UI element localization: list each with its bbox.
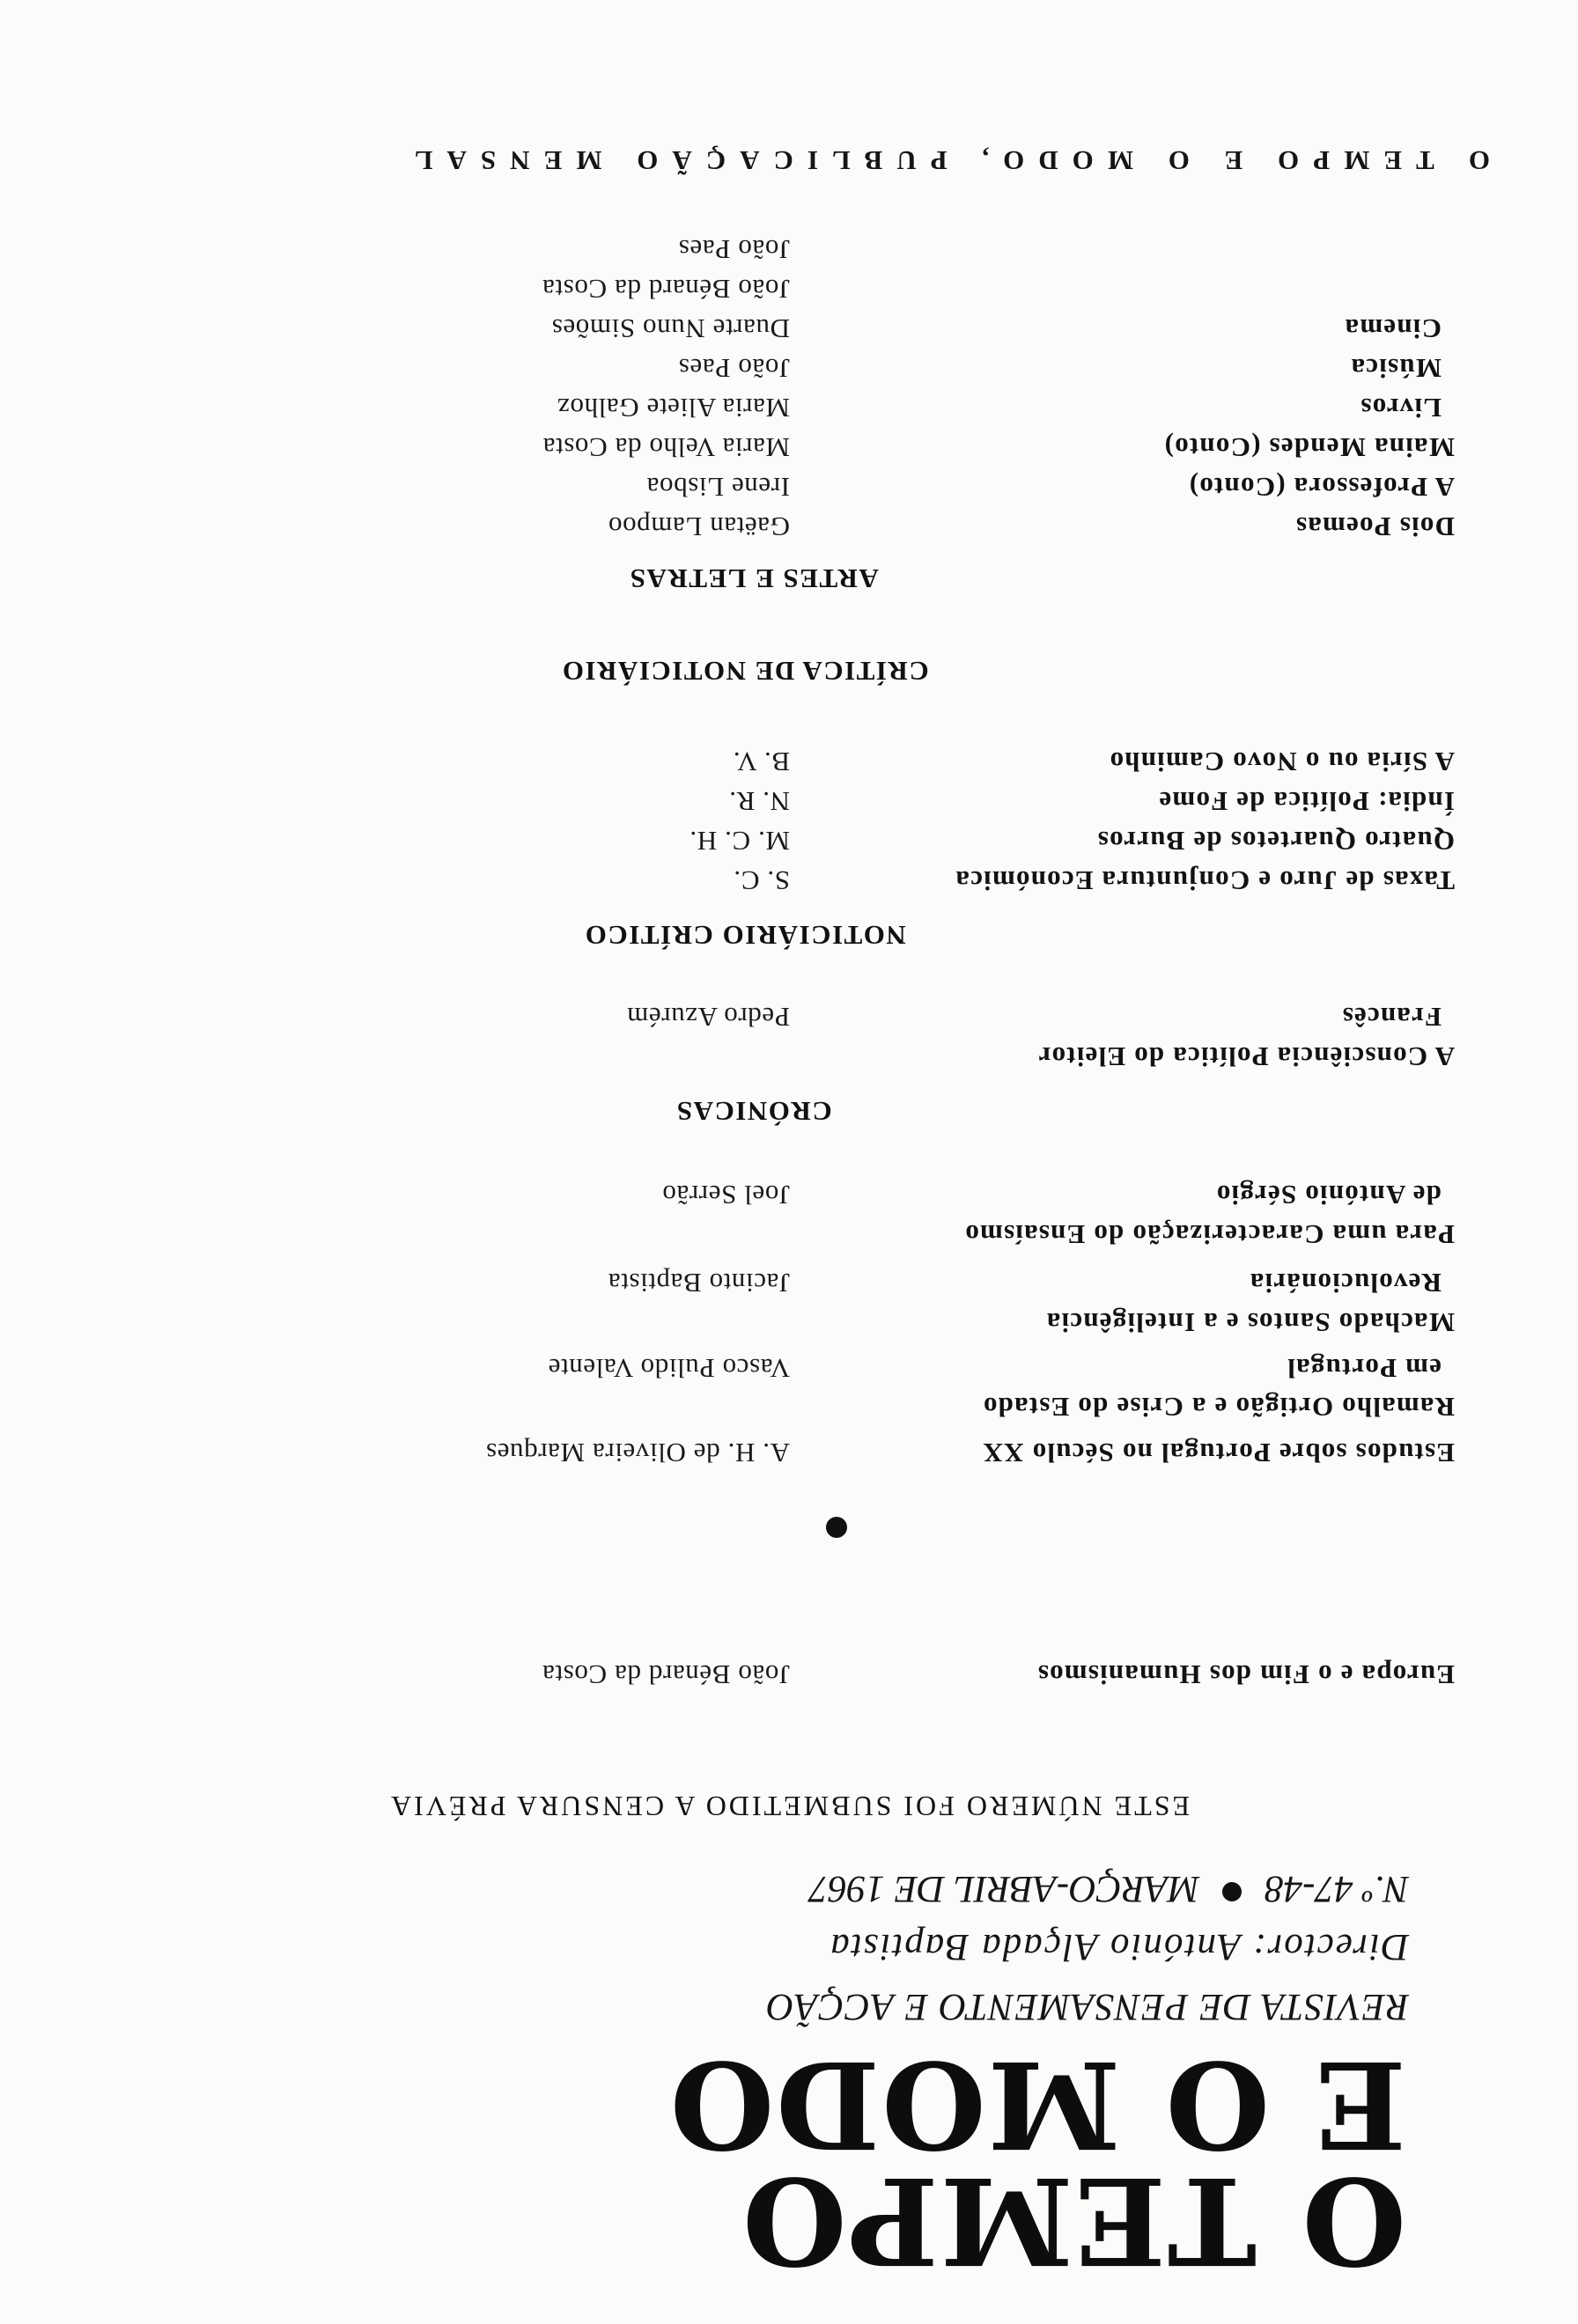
article-title: A Professora (Conto)	[1188, 472, 1455, 503]
toc-row	[0, 1211, 1578, 1250]
toc-row	[0, 266, 1578, 305]
toc-row	[0, 1033, 1578, 1072]
article-author: João Bénard da Costa	[542, 274, 790, 305]
article-title: em Portugal	[1287, 1353, 1442, 1384]
article-author: Jacinto Baptista	[608, 1268, 790, 1298]
toc-row	[0, 345, 1578, 384]
article-title: Revolucionária	[1249, 1268, 1442, 1298]
director-line: Director: António Alçada Baptista	[829, 1926, 1409, 1967]
article-title: Francês	[1341, 1002, 1442, 1033]
section-heading-cronicas: CRÓNICAS	[675, 1096, 832, 1127]
article-title: Índia: Política de Fome	[1158, 786, 1455, 817]
issue-line	[809, 1867, 1409, 1910]
article-title: Estudos sobre Portugal no Século XX	[982, 1438, 1455, 1468]
toc-row	[0, 464, 1578, 503]
separator-dot-icon	[1222, 1882, 1242, 1901]
toc-row	[0, 385, 1578, 423]
section-bullet-icon	[826, 1517, 847, 1538]
article-title: Livros	[1360, 393, 1442, 423]
article-author: João Paes	[678, 353, 790, 384]
article-author: João Bénard da Costa	[542, 1659, 790, 1690]
article-author: S. C.	[733, 865, 790, 896]
censorship-note: ESTE NÚMERO FOI SUBMETIDO A CENSURA PRÉVIA	[387, 1791, 1191, 1822]
toc-row	[0, 1260, 1578, 1298]
masthead-line-2: E O MODO	[667, 2034, 1406, 2174]
toc-row	[0, 1299, 1578, 1338]
article-title: de António Sérgio	[1215, 1180, 1442, 1210]
toc-row	[0, 1172, 1578, 1210]
article-author: Duarte Nuno Simões	[551, 313, 790, 344]
toc-row	[0, 1430, 1578, 1468]
article-title: Ramalho Ortigão e a Crise do Estado	[982, 1392, 1455, 1423]
article-author: A. H. de Oliveira Marques	[485, 1438, 790, 1468]
toc-row	[0, 1384, 1578, 1423]
toc-row	[0, 226, 1578, 265]
magazine-subtitle: REVISTA DE PENSAMENTO E ACÇÃO	[765, 1986, 1409, 2027]
toc-row	[0, 739, 1578, 777]
article-title: Europa e o Fim dos Humanismos	[1036, 1659, 1455, 1690]
article-author: Irene Lisboa	[646, 472, 790, 503]
toc-row	[0, 1345, 1578, 1384]
toc-row	[0, 504, 1578, 542]
article-title: Taxas de Juro e Conjuntura Económica	[955, 865, 1455, 896]
article-title: Cinema	[1344, 313, 1442, 344]
article-author: Joel Serrão	[661, 1180, 790, 1210]
article-title: Para uma Caracterização do Ensaísmo	[964, 1219, 1455, 1250]
article-author: M. C. H.	[689, 826, 790, 857]
article-author: Gaëtan Lampoo	[608, 511, 790, 542]
article-title: Maina Mendes (Conto)	[1163, 432, 1455, 463]
article-title: Machado Santos e a Inteligência	[1045, 1307, 1455, 1338]
article-title: A Consciência Política do Eleitor	[1037, 1041, 1455, 1072]
article-title: Quatro Quartetos de Burros	[1096, 826, 1455, 857]
article-author: Maria Aliete Galhoz	[557, 393, 790, 423]
article-author: Pedro Azurém	[626, 1002, 790, 1033]
issue-date: MARÇO-ABRIL DE 1967	[808, 1868, 1200, 1909]
article-author: Maria Velho da Costa	[542, 432, 790, 463]
masthead	[667, 2034, 1406, 2291]
article-author: João Paes	[678, 234, 790, 265]
section-heading-critica-de-noticiario: CRÍTICA DE NOTICIÁRIO	[561, 656, 929, 687]
section-heading-noticiario-critico: NOTICIÁRIO CRÍTICO	[584, 920, 906, 951]
toc-row	[0, 778, 1578, 817]
masthead-line-1: O TEMPO	[741, 2150, 1406, 2291]
article-title: Música	[1350, 353, 1442, 384]
toc-row-lead	[0, 1651, 1578, 1690]
issue-number: N.º 47-48	[1265, 1868, 1409, 1909]
article-author: Vasco Pulido Valente	[548, 1353, 790, 1384]
toc-row	[0, 857, 1578, 896]
toc-row	[0, 818, 1578, 857]
toc-row	[0, 994, 1578, 1033]
article-title: A Síria ou o Novo Caminho	[1109, 746, 1455, 777]
publication-footer: O TEMPO E O MODO, PUBLICAÇÃO MENSAL	[400, 145, 1490, 176]
toc-row	[0, 424, 1578, 463]
article-author: B. V.	[733, 746, 790, 777]
toc-row	[0, 305, 1578, 344]
section-heading-artes-e-letras: ARTES E LETRAS	[629, 563, 879, 594]
article-author: N. R.	[728, 786, 790, 817]
article-title: Dois Poemas	[1294, 511, 1455, 542]
